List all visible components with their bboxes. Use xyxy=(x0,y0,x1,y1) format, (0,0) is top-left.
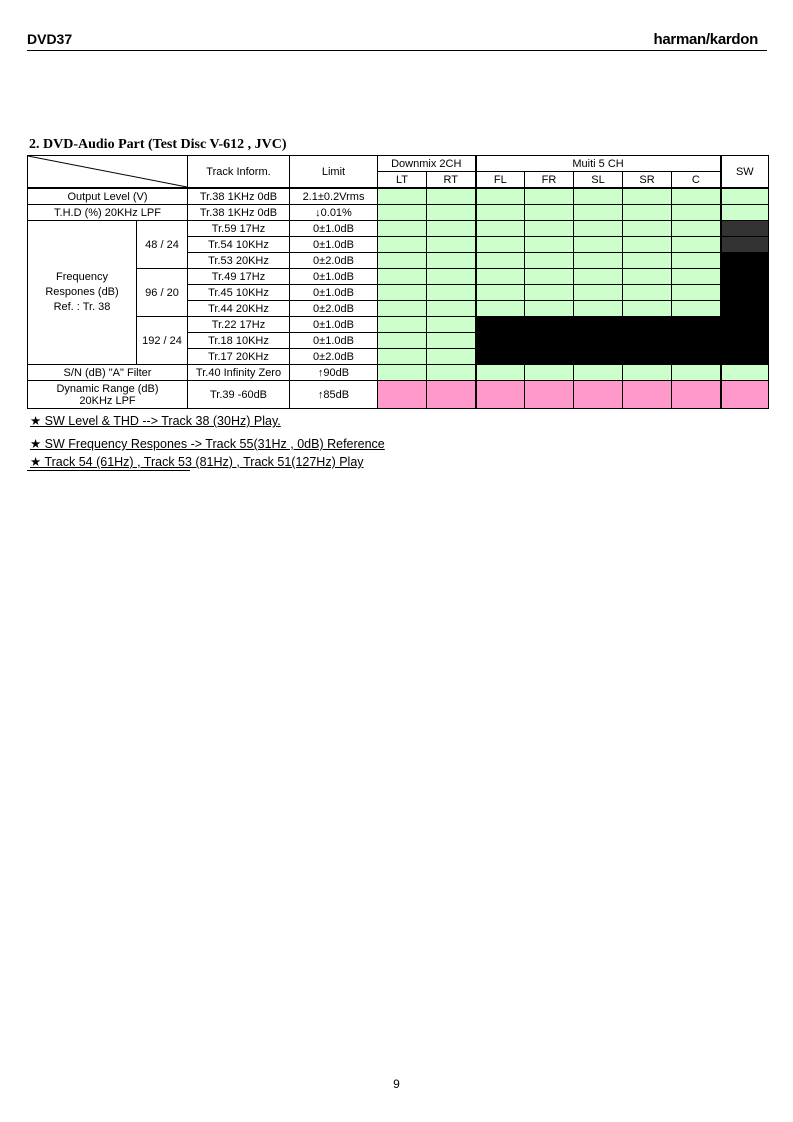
result-cell-na xyxy=(574,333,623,349)
result-cell xyxy=(476,285,525,301)
result-cell xyxy=(623,381,672,409)
result-cell xyxy=(476,365,525,381)
result-cell xyxy=(476,237,525,253)
result-cell xyxy=(721,365,769,381)
result-cell xyxy=(476,221,525,237)
row-limit: 0±1.0dB xyxy=(290,317,378,333)
result-cell xyxy=(476,269,525,285)
result-cell-na xyxy=(672,349,721,365)
result-cell xyxy=(623,221,672,237)
result-cell-na xyxy=(672,333,721,349)
result-cell-na xyxy=(721,285,769,301)
result-cell xyxy=(525,301,574,317)
table-row-freq xyxy=(28,269,769,285)
result-cell xyxy=(378,269,427,285)
result-cell xyxy=(623,285,672,301)
row-track: Tr.17 20KHz xyxy=(188,349,290,365)
result-cell xyxy=(574,381,623,409)
channel-sl: SL xyxy=(574,172,623,189)
table-row-freq xyxy=(28,317,769,333)
page-number: 9 xyxy=(393,1077,400,1091)
row-limit: ↓0.01% xyxy=(290,205,378,221)
row-label: S/N (dB) "A" Filter xyxy=(28,365,188,381)
result-cell xyxy=(672,188,721,205)
result-cell-na xyxy=(476,317,525,333)
result-cell xyxy=(672,301,721,317)
sample-rate-label: 48 / 24 xyxy=(137,221,188,269)
result-cell xyxy=(427,349,476,365)
result-cell xyxy=(427,317,476,333)
col-limit-header: Limit xyxy=(290,156,378,189)
result-cell-na xyxy=(623,349,672,365)
row-limit: 0±2.0dB xyxy=(290,349,378,365)
row-limit: ↑90dB xyxy=(290,365,378,381)
row-track: Tr.44 20KHz xyxy=(188,301,290,317)
table-row-output-level xyxy=(28,188,769,205)
result-cell xyxy=(525,188,574,205)
header-divider xyxy=(27,50,767,51)
result-cell xyxy=(427,333,476,349)
result-cell xyxy=(427,237,476,253)
dynamic-label-line1: Dynamic Range (dB) xyxy=(56,382,159,395)
result-cell xyxy=(574,188,623,205)
result-cell xyxy=(672,221,721,237)
note-sw-level: ★ SW Level & THD --> Track 38 (30Hz) Play. xyxy=(30,414,281,428)
result-cell-na xyxy=(721,333,769,349)
channel-fr: FR xyxy=(525,172,574,189)
result-cell xyxy=(476,301,525,317)
row-limit: 2.1±0.2Vrms xyxy=(290,188,378,205)
table-row-freq xyxy=(28,221,769,237)
result-cell-na xyxy=(476,349,525,365)
result-cell-na xyxy=(721,253,769,269)
result-cell-na xyxy=(623,317,672,333)
result-cell-na xyxy=(721,221,769,237)
result-cell xyxy=(525,269,574,285)
row-label: Output Level (V) xyxy=(28,188,188,205)
result-cell xyxy=(427,188,476,205)
footnote-rule xyxy=(27,470,190,471)
result-cell xyxy=(672,285,721,301)
row-limit: 0±1.0dB xyxy=(290,237,378,253)
result-cell xyxy=(721,205,769,221)
table-row-dynamic-range xyxy=(28,381,769,409)
result-cell xyxy=(721,188,769,205)
channel-rt: RT xyxy=(427,172,476,189)
row-limit: ↑85dB xyxy=(290,381,378,409)
result-cell xyxy=(574,237,623,253)
spec-table xyxy=(27,155,769,409)
row-track: Tr.49 17Hz xyxy=(188,269,290,285)
result-cell xyxy=(672,205,721,221)
row-track: Tr.45 10KHz xyxy=(188,285,290,301)
result-cell xyxy=(574,269,623,285)
result-cell xyxy=(378,221,427,237)
result-cell xyxy=(427,365,476,381)
row-track: Tr.39 -60dB xyxy=(188,381,290,409)
multi-group-header: Muiti 5 CH xyxy=(476,156,721,172)
result-cell xyxy=(623,188,672,205)
result-cell xyxy=(476,381,525,409)
result-cell xyxy=(378,205,427,221)
result-cell xyxy=(378,301,427,317)
result-cell-na xyxy=(721,269,769,285)
document-model: DVD37 xyxy=(27,31,73,47)
result-cell xyxy=(574,365,623,381)
row-limit: 0±1.0dB xyxy=(290,285,378,301)
result-cell xyxy=(427,269,476,285)
result-cell-na xyxy=(525,333,574,349)
result-cell xyxy=(378,253,427,269)
result-cell xyxy=(672,253,721,269)
result-cell xyxy=(427,381,476,409)
diagonal-line xyxy=(28,156,187,187)
result-cell-na xyxy=(525,317,574,333)
row-track: Tr.38 1KHz 0dB xyxy=(188,188,290,205)
channel-fl: FL xyxy=(476,172,525,189)
result-cell xyxy=(525,237,574,253)
result-cell xyxy=(378,317,427,333)
row-limit: 0±1.0dB xyxy=(290,333,378,349)
result-cell xyxy=(378,365,427,381)
note-tracks: ★ Track 54 (61Hz) , Track 53 (81Hz) , Track 51(127Hz) Play xyxy=(30,455,364,469)
result-cell-na xyxy=(623,333,672,349)
sample-rate-label: 192 / 24 xyxy=(137,317,188,365)
result-cell-na xyxy=(721,237,769,253)
result-cell xyxy=(574,205,623,221)
result-cell-na xyxy=(721,349,769,365)
row-limit: 0±1.0dB xyxy=(290,269,378,285)
result-cell xyxy=(525,365,574,381)
result-cell-na xyxy=(721,317,769,333)
result-cell xyxy=(623,365,672,381)
result-cell xyxy=(672,269,721,285)
table-header-row xyxy=(28,156,769,172)
result-cell xyxy=(427,253,476,269)
channel-c: C xyxy=(672,172,721,189)
freq-label-line3: Ref. : Tr. 38 xyxy=(53,301,111,313)
result-cell xyxy=(525,285,574,301)
result-cell xyxy=(427,205,476,221)
result-cell-na xyxy=(525,349,574,365)
result-cell-na xyxy=(476,333,525,349)
sample-rate-label: 96 / 20 xyxy=(137,269,188,317)
result-cell xyxy=(525,221,574,237)
result-cell xyxy=(672,237,721,253)
row-track: Tr.53 20KHz xyxy=(188,253,290,269)
freq-response-label xyxy=(28,221,137,365)
result-cell xyxy=(525,205,574,221)
dynamic-label-line2: 20KHz LPF xyxy=(79,394,136,407)
result-cell xyxy=(378,188,427,205)
result-cell xyxy=(476,205,525,221)
result-cell xyxy=(525,253,574,269)
result-cell xyxy=(721,381,769,409)
row-track: Tr.54 10KHz xyxy=(188,237,290,253)
result-cell xyxy=(378,349,427,365)
col-track-header: Track Inform. xyxy=(188,156,290,189)
row-track: Tr.38 1KHz 0dB xyxy=(188,205,290,221)
result-cell xyxy=(427,301,476,317)
result-cell xyxy=(476,253,525,269)
result-cell xyxy=(574,221,623,237)
row-limit: 0±2.0dB xyxy=(290,253,378,269)
result-cell xyxy=(525,381,574,409)
table-row-thd xyxy=(28,205,769,221)
result-cell xyxy=(378,381,427,409)
result-cell xyxy=(378,237,427,253)
channel-sr: SR xyxy=(623,172,672,189)
result-cell xyxy=(574,301,623,317)
result-cell xyxy=(574,253,623,269)
note-sw-frequency: ★ SW Frequency Respones -> Track 55(31Hz , 0dB) Reference xyxy=(30,437,385,451)
section-title: 2. DVD-Audio Part (Test Disc V-612 , JVC) xyxy=(29,137,287,152)
table-row-sn xyxy=(28,365,769,381)
freq-label-line2: Respones (dB) xyxy=(45,286,119,298)
result-cell-na xyxy=(574,349,623,365)
result-cell-na xyxy=(721,301,769,317)
channel-lt: LT xyxy=(378,172,427,189)
result-cell xyxy=(476,188,525,205)
result-cell-na xyxy=(574,317,623,333)
header-diagonal-cell xyxy=(28,156,188,189)
result-cell xyxy=(672,381,721,409)
result-cell xyxy=(623,301,672,317)
result-cell xyxy=(427,221,476,237)
brand-logo: harman/kardon xyxy=(653,31,758,48)
row-limit: 0±2.0dB xyxy=(290,301,378,317)
row-label xyxy=(28,381,188,409)
result-cell xyxy=(623,205,672,221)
result-cell xyxy=(672,365,721,381)
row-track: Tr.59 17Hz xyxy=(188,221,290,237)
result-cell xyxy=(623,253,672,269)
row-track: Tr.18 10KHz xyxy=(188,333,290,349)
result-cell xyxy=(623,269,672,285)
result-cell-na xyxy=(672,317,721,333)
col-sw-header: SW xyxy=(721,156,769,189)
result-cell xyxy=(378,333,427,349)
result-cell xyxy=(378,285,427,301)
row-label: T.H.D (%) 20KHz LPF xyxy=(28,205,188,221)
downmix-group-header: Downmix 2CH xyxy=(378,156,476,172)
result-cell xyxy=(574,285,623,301)
row-track: Tr.40 Infinity Zero xyxy=(188,365,290,381)
result-cell xyxy=(427,285,476,301)
row-track: Tr.22 17Hz xyxy=(188,317,290,333)
row-limit: 0±1.0dB xyxy=(290,221,378,237)
result-cell xyxy=(623,237,672,253)
freq-label-line1: Frequency xyxy=(56,271,108,283)
